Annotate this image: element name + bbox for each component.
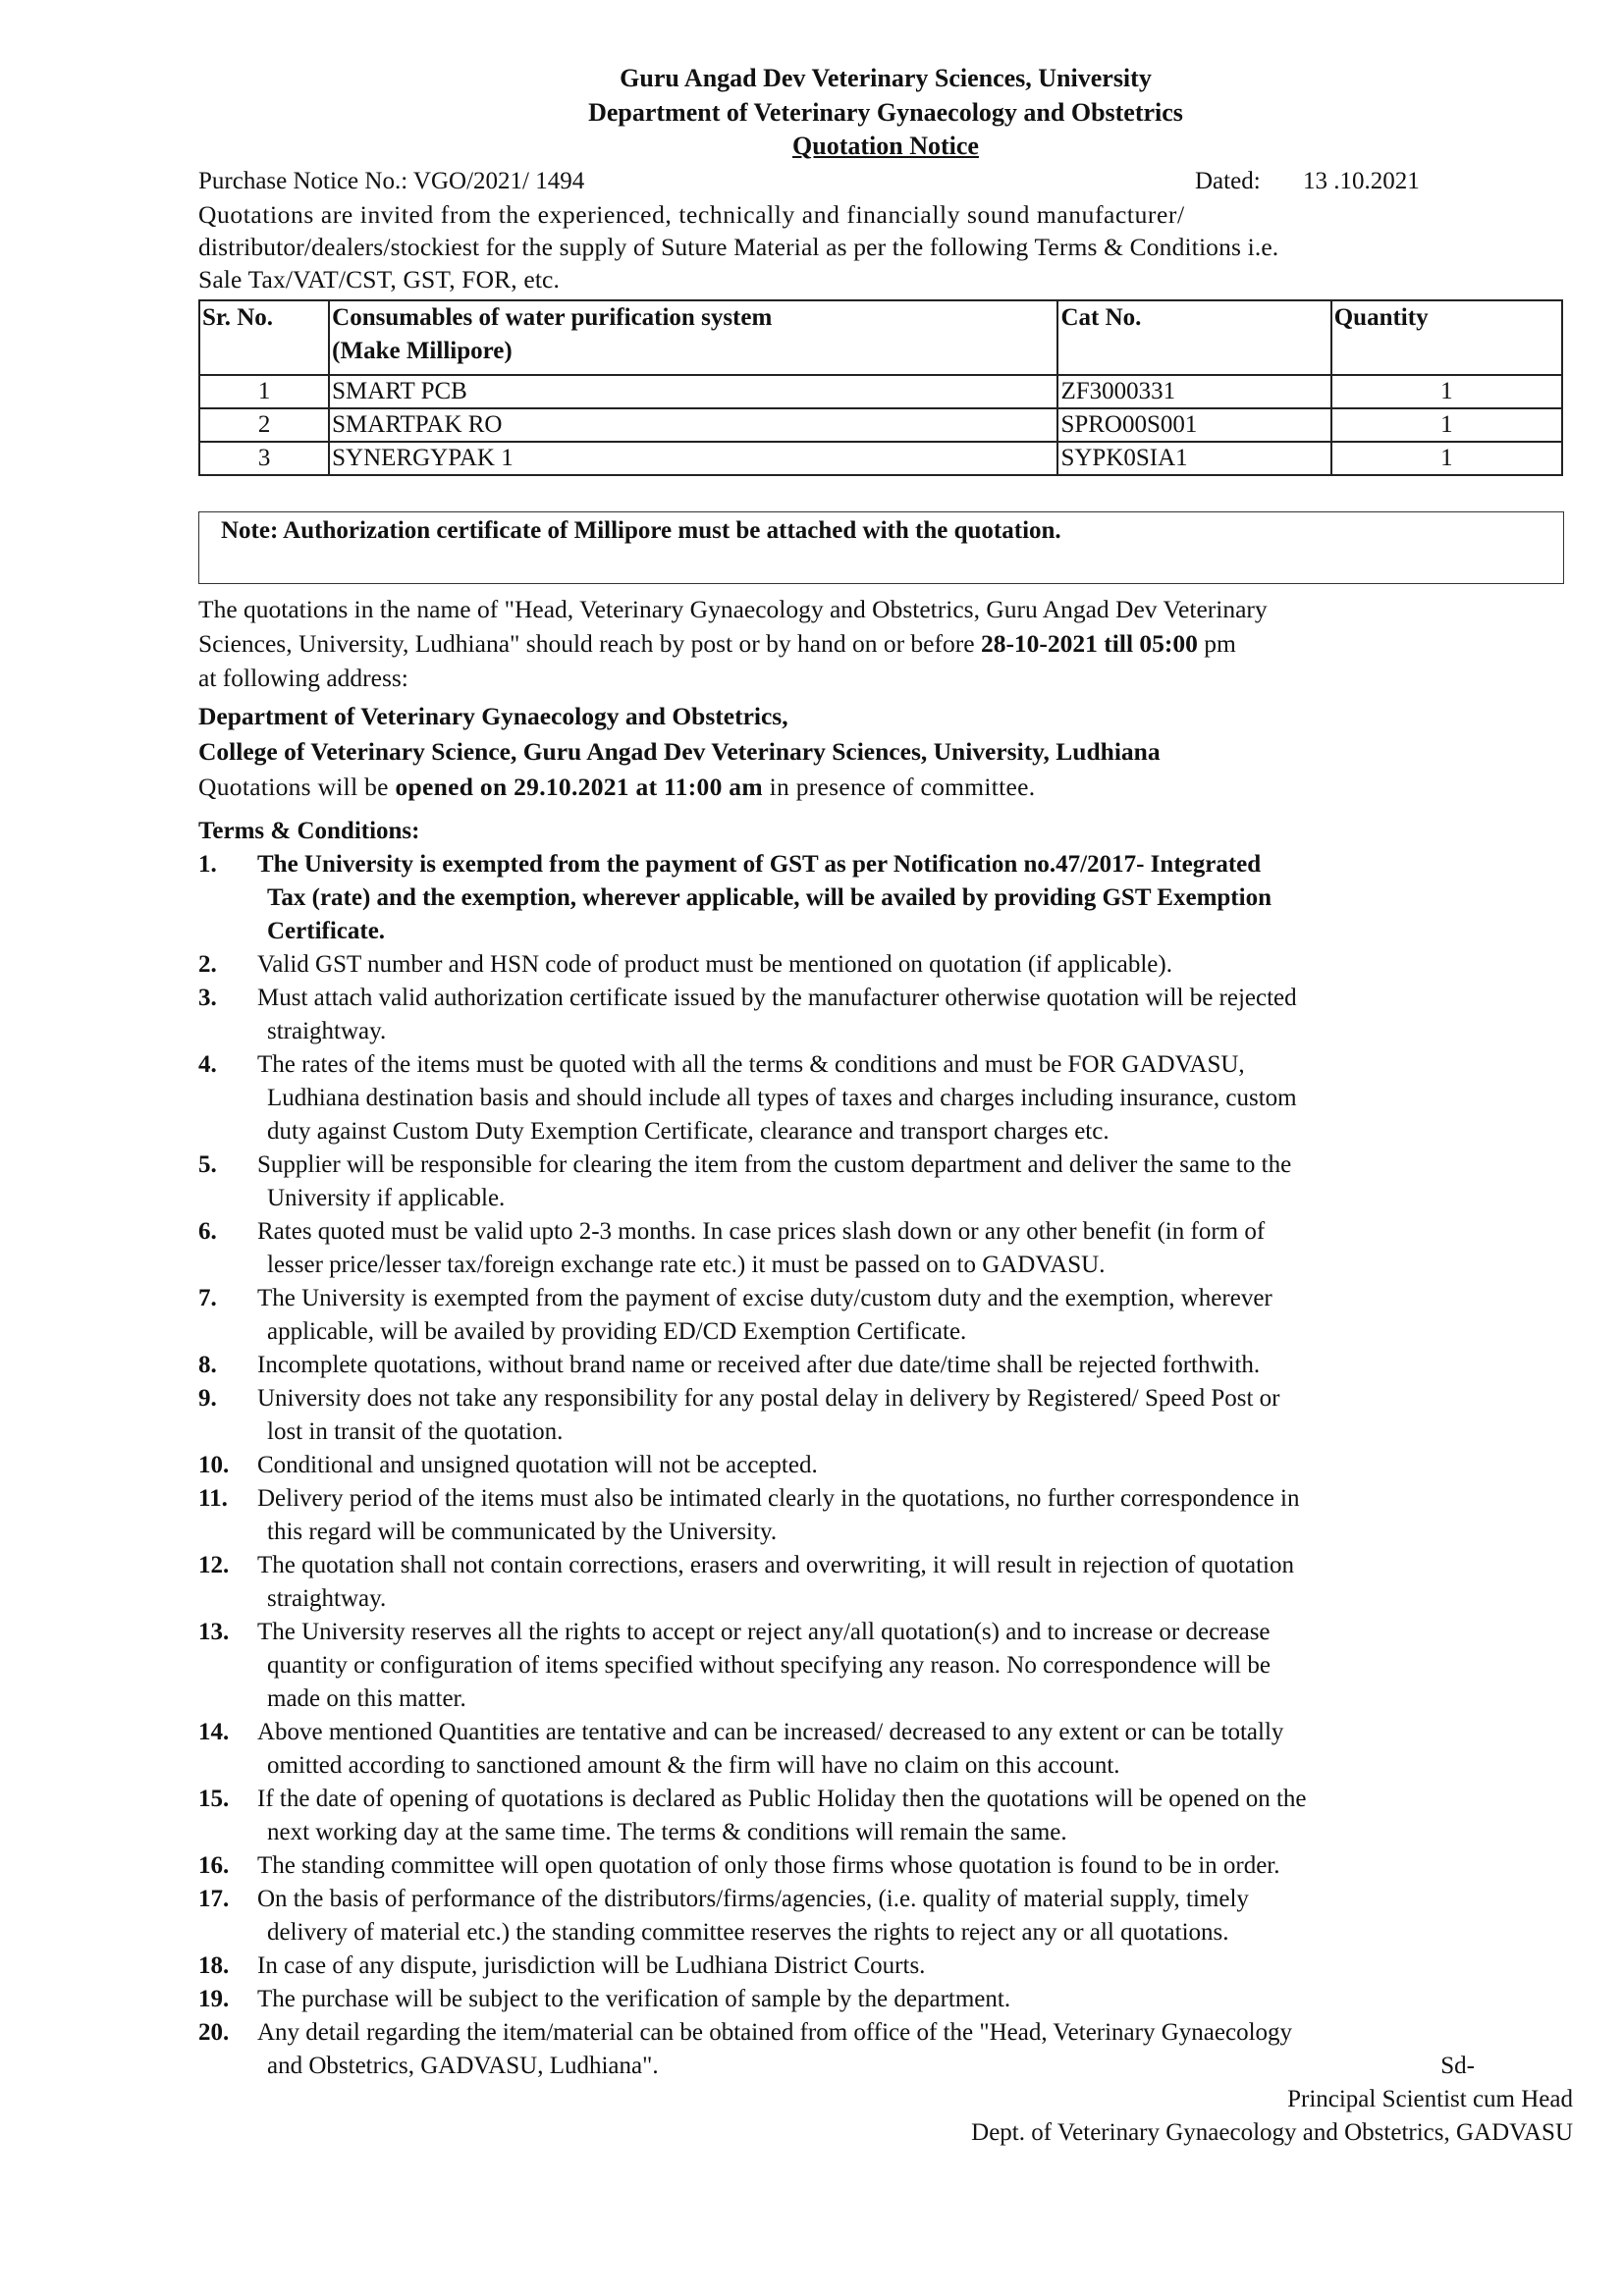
term-line: Rates quoted must be valid upto 2-3 months. In case prices slash down or any other benefit (in form of [257,1218,1266,1245]
term-number: 3. [198,985,217,1011]
term-line: The quotation shall not contain corrections, erasers and overwriting, it will result in rejection of quotation [257,1552,1294,1578]
term-number: 19. [198,1986,230,2012]
term-item [198,1048,1573,1148]
term-number: 1. [198,851,217,878]
term-number: 18. [198,1952,230,1979]
header-item-name [329,300,1057,375]
term-item [198,1215,1573,1282]
term-item [198,848,1573,948]
quotation-notice-page [198,61,1573,2150]
term-item [198,1282,1573,1349]
term-text [257,1716,1573,1783]
table-row [199,375,1562,408]
authorization-note: Note: Authorization certificate of Millipore must be attached with the quotation. [198,511,1564,584]
term-line: If the date of opening of quotations is declared as Public Holiday then the quotations will be opened on the [257,1786,1307,1812]
signature-title: Principal Scientist cum Head [1287,2086,1573,2112]
term-item [198,1983,1573,2016]
table-header-row [199,300,1562,375]
term-line: Ludhiana destination basis and should include all types of taxes and charges including insurance, custom [267,1085,1297,1111]
term-item [198,948,1573,982]
submission-line-2 [198,626,1573,661]
items-table [198,299,1563,476]
term-number: 2. [198,951,217,978]
term-text [257,1983,1573,2016]
term-line: University if applicable. [267,1185,506,1211]
term-line: duty against Custom Duty Exemption Certificate, clearance and transport charges etc. [267,1118,1110,1145]
term-line: Conditional and unsigned quotation will not be accepted. [257,1452,818,1478]
term-number: 15. [198,1786,230,1812]
term-line: Above mentioned Quantities are tentative and can be increased/ decreased to any extent or can be totally [257,1719,1284,1745]
opening-date: opened on 29.10.2021 at 11:00 am [395,773,763,801]
term-text [257,1382,1573,1449]
term-line: made on this matter. [267,1685,466,1712]
opening-suffix: in presence of committee. [762,773,1036,801]
submission-deadline: 28-10-2021 till 05:00 [980,629,1198,658]
opening-info [198,770,1573,805]
term-text [257,1549,1573,1616]
header-item-name-line-1: Consumables of water purification system [332,304,773,331]
notice-info-row [198,165,1573,198]
term-text [257,1783,1573,1849]
signature-department: Dept. of Veterinary Gynaecology and Obstetrics, GADVASU [971,2119,1573,2146]
term-item [198,1716,1573,1783]
term-item [198,1382,1573,1449]
term-line: lost in transit of the quotation. [267,1418,564,1445]
term-line: University does not take any responsibility for any postal delay in delivery by Registered/ Speed Post or [257,1385,1280,1412]
cell-qty: 1 [1331,442,1562,475]
term-text [257,1883,1573,1949]
term-line: Must attach valid authorization certificate issued by the manufacturer otherwise quotation will be rejected [257,985,1297,1011]
table-row [199,442,1562,475]
cell-cat: SPRO00S001 [1057,408,1330,442]
term-line: applicable, will be availed by providing ED/CD Exemption Certificate. [267,1318,967,1345]
term-text [257,1482,1573,1549]
term-line: and Obstetrics, GADVASU, Ludhiana". [267,2053,659,2079]
term-number: 12. [198,1552,230,1578]
term-item [198,1849,1573,1883]
term-number: 5. [198,1151,217,1178]
term-line: In case of any dispute, jurisdiction will be Ludhiana District Courts. [257,1952,926,1979]
header-item-name-line-2: (Make Millipore) [332,338,513,364]
term-text [257,1616,1573,1716]
term-line: Tax (rate) and the exemption, wherever applicable, will be availed by providing GST Exemption [267,884,1272,911]
cell-item: SMART PCB [329,375,1057,408]
cell-cat: SYPK0SIA1 [1057,442,1330,475]
terms-heading: Terms & Conditions: [198,818,420,844]
header-quantity: Quantity [1331,300,1562,375]
table-row [199,408,1562,442]
address-line-2: College of Veterinary Science, Guru Angad Dev Veterinary Sciences, University, Ludhiana [198,737,1161,766]
intro-line-2: distributor/dealers/stockiest for the supply of Suture Material as per the following Terms & Conditions i.e. [198,233,1279,261]
cell-sr: 2 [199,408,329,442]
term-number: 20. [198,2019,230,2046]
term-item [198,1349,1573,1382]
term-number: 9. [198,1385,217,1412]
term-item [198,1449,1573,1482]
opening-text: Quotations will be [198,773,396,801]
term-line: The standing committee will open quotation of only those firms whose quotation is found to be in order. [257,1852,1280,1879]
term-text [257,1048,1573,1148]
submission-line-1: The quotations in the name of "Head, Veterinary Gynaecology and Obstetrics, Guru Angad Dev Veterinary [198,595,1268,623]
header-cat-no: Cat No. [1057,300,1330,375]
department-name: Department of Veterinary Gynaecology and Obstetrics [588,98,1183,127]
header-sr-no: Sr. No. [199,300,329,375]
term-item [198,1883,1573,1949]
term-number: 13. [198,1619,230,1645]
term-line: Any detail regarding the item/material can be obtained from office of the "Head, Veterinary Gynaecology [257,2019,1293,2046]
signature-sd: Sd- [1440,2053,1475,2079]
term-line: lesser price/lesser tax/foreign exchange rate etc.) it must be passed on to GADVASU. [267,1252,1106,1278]
term-line: The rates of the items must be quoted with all the terms & conditions and must be FOR GADVASU, [257,1051,1245,1078]
cell-item: SMARTPAK RO [329,408,1057,442]
cell-cat: ZF3000331 [1057,375,1330,408]
term-text [257,1215,1573,1282]
submission-line-2-suffix: pm [1197,629,1236,658]
term-text [257,848,1573,948]
term-text [257,1449,1573,1482]
term-line: this regard will be communicated by the University. [267,1519,778,1545]
purchase-notice-number: Purchase Notice No.: VGO/2021/ 1494 [198,168,585,194]
terms-list [198,848,1573,2083]
submission-line-2-text: Sciences, University, Ludhiana" should reach by post or by hand on or before [198,629,981,658]
term-line: quantity or configuration of items specified without specifying any reason. No correspondence will be [267,1652,1271,1679]
term-line: delivery of material etc.) the standing committee reserves the rights to reject any or all quotations. [267,1919,1229,1946]
term-number: 17. [198,1886,230,1912]
submission-line-3: at following address: [198,664,408,692]
term-line: Incomplete quotations, without brand name or received after due date/time shall be rejected forthwith. [257,1352,1261,1378]
term-item [198,2016,1573,2083]
term-number: 4. [198,1051,217,1078]
term-item [198,1949,1573,1983]
term-line: straightway. [267,1585,387,1612]
term-text [257,1148,1573,1215]
term-line: Delivery period of the items must also be intimated clearly in the quotations, no further correspondence in [257,1485,1300,1512]
intro-line-1: Quotations are invited from the experienced, technically and financially sound manufacturer/ [198,200,1185,229]
term-line: Valid GST number and HSN code of product must be mentioned on quotation (if applicable). [257,951,1172,978]
submission-paragraph [198,592,1573,695]
term-line: straightway. [267,1018,387,1044]
notice-date: 13 .10.2021 [1303,168,1420,194]
intro-line-3: Sale Tax/VAT/CST, GST, FOR, etc. [198,265,561,294]
cell-qty: 1 [1331,408,1562,442]
cell-item: SYNERGYPAK 1 [329,442,1057,475]
cell-sr: 3 [199,442,329,475]
term-item [198,1783,1573,1849]
term-item [198,982,1573,1048]
dated-label: Dated: [1195,168,1261,194]
term-text [257,982,1573,1048]
term-item [198,1482,1573,1549]
term-line: The University is exempted from the payment of excise duty/custom duty and the exemption, wherever [257,1285,1272,1311]
term-text [257,1349,1573,1382]
term-number: 11. [198,1485,228,1512]
term-text [257,948,1573,982]
term-number: 14. [198,1719,230,1745]
term-number: 6. [198,1218,217,1245]
cell-sr: 1 [199,375,329,408]
term-line: Supplier will be responsible for clearing the item from the custom department and deliver the same to the [257,1151,1292,1178]
term-number: 7. [198,1285,217,1311]
term-text [257,1849,1573,1883]
term-text [257,1949,1573,1983]
term-item [198,1549,1573,1616]
term-line: next working day at the same time. The terms & conditions will remain the same. [267,1819,1067,1845]
university-name: Guru Angad Dev Veterinary Sciences, University [620,64,1152,92]
address-line-1: Department of Veterinary Gynaecology and Obstetrics, [198,702,788,730]
cell-qty: 1 [1331,375,1562,408]
page-title: Quotation Notice [792,132,979,160]
term-line: The University reserves all the rights to accept or reject any/all quotation(s) and to increase or decrease [257,1619,1271,1645]
term-number: 16. [198,1852,230,1879]
term-line: Certificate. [267,918,386,944]
term-line: omitted according to sanctioned amount & the firm will have no claim on this account. [267,1752,1120,1779]
term-line: The University is exempted from the payment of GST as per Notification no.47/2017- Integrated [257,851,1262,878]
term-item [198,1148,1573,1215]
term-number: 8. [198,1352,217,1378]
term-line: On the basis of performance of the distributors/firms/agencies, (i.e. quality of material supply, timely [257,1886,1249,1912]
term-line: The purchase will be subject to the verification of sample by the department. [257,1986,1011,2012]
term-number: 10. [198,1452,230,1478]
term-text [257,2016,1573,2083]
term-item [198,1616,1573,1716]
term-text [257,1282,1573,1349]
